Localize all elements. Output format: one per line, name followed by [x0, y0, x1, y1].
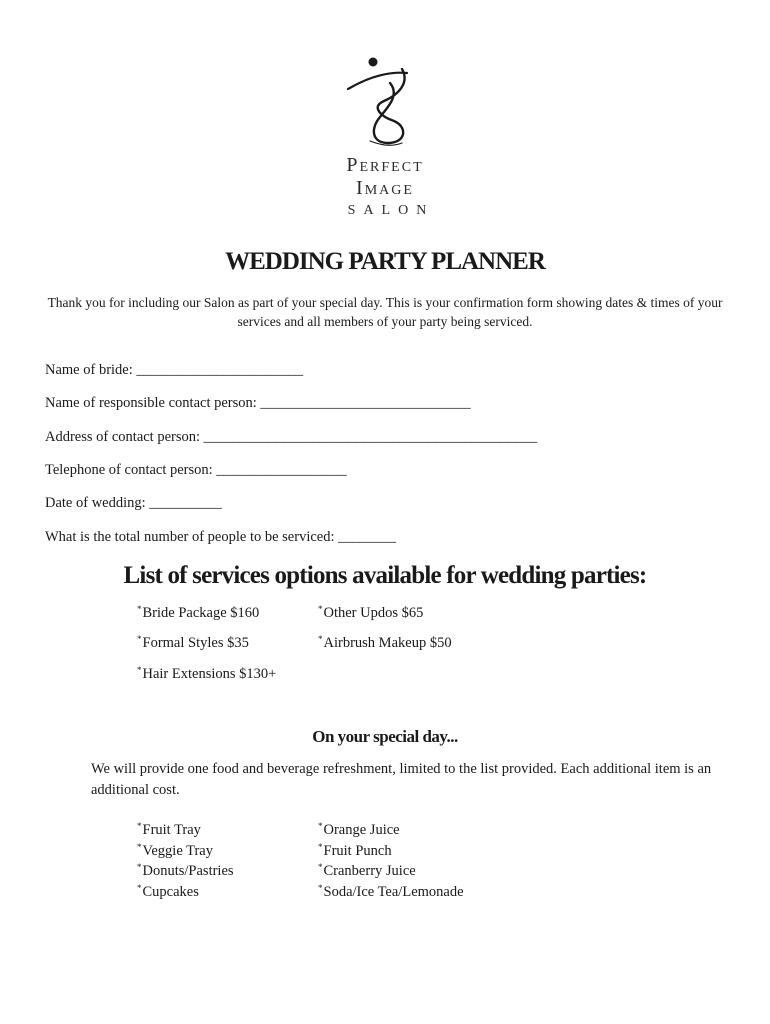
field-contact-address[interactable]: Address of contact person: ______________________________________________ — [45, 429, 538, 445]
field-contact-telephone[interactable]: Telephone of contact person: __________________ — [45, 462, 347, 478]
beverage-item: *Orange Juice — [318, 821, 400, 838]
food-item: *Fruit Tray — [137, 821, 201, 838]
logo-text-perfect: Perfect — [346, 154, 424, 176]
special-day-heading: On your special day... — [312, 727, 458, 746]
intro-paragraph: Thank you for including our Salon as part of your special day. This is your confirmation form showing dates & times of your services and all members of your party being serviced. — [47, 295, 723, 329]
service-item: *Formal Styles $35 — [137, 634, 249, 651]
field-bride-name[interactable]: Name of bride: _______________________ — [45, 362, 304, 378]
beverage-item: *Fruit Punch — [318, 842, 392, 859]
asterisk-bullet: * — [137, 634, 142, 644]
beverage-item: *Cranberry Juice — [318, 862, 416, 879]
salon-logo-figure-icon — [340, 55, 420, 150]
page-title: WEDDING PARTY PLANNER — [225, 248, 545, 275]
food-item: *Donuts/Pastries — [137, 862, 234, 879]
field-wedding-date[interactable]: Date of wedding: __________ — [45, 495, 222, 511]
special-day-paragraph: We will provide one food and beverage refreshment, limited to the list provided. Each additional item is an additional cost. — [91, 761, 712, 798]
logo-text-salon: SALON — [347, 203, 435, 218]
service-item: *Hair Extensions $130+ — [137, 665, 277, 682]
food-item: *Cupcakes — [137, 883, 199, 900]
food-item: *Veggie Tray — [137, 842, 213, 859]
services-heading: List of services options available for wedding parties: — [123, 562, 647, 589]
service-item: *Airbrush Makeup $50 — [318, 634, 452, 651]
service-item: *Other Updos $65 — [318, 604, 424, 621]
field-people-count[interactable]: What is the total number of people to be serviced: ________ — [45, 529, 397, 545]
asterisk-bullet: * — [137, 604, 142, 614]
asterisk-bullet: * — [318, 604, 323, 614]
asterisk-bullet: * — [318, 634, 323, 644]
service-item: *Bride Package $160 — [137, 604, 260, 621]
beverage-item: *Soda/Ice Tea/Lemonade — [318, 883, 464, 900]
logo-text-image: Image — [356, 177, 414, 199]
asterisk-bullet: * — [137, 665, 142, 675]
field-contact-person[interactable]: Name of responsible contact person: _____________________________ — [45, 395, 471, 411]
